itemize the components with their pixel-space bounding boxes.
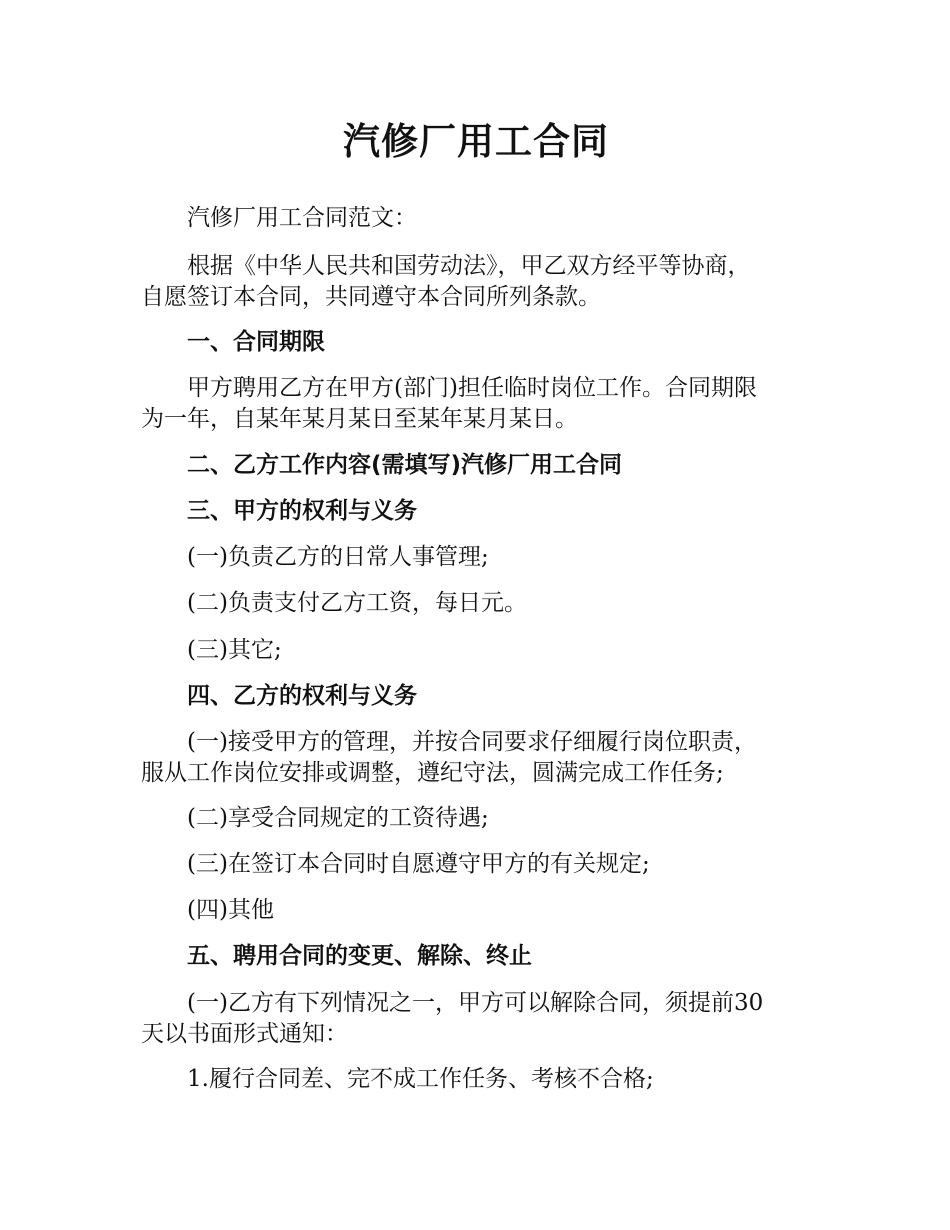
- paragraph-intro: [141, 203, 811, 234]
- heading-line: 四、乙方的权利与义务: [187, 683, 417, 709]
- paragraph-line: 为一年，自某年某月某日至某年某月某日。: [141, 406, 578, 432]
- paragraph-line: 甲方聘用乙方在甲方(部门)担任临时岗位工作。合同期限: [187, 375, 757, 401]
- paragraph-line: (四)其他: [187, 897, 274, 923]
- paragraph-line: 自愿签订本合同，共同遵守本合同所列条款。: [141, 284, 601, 310]
- list-item: [141, 1064, 811, 1095]
- paragraph-line: (一)乙方有下列情况之一，甲方可以解除合同，须提前30: [187, 990, 764, 1016]
- section-heading-party-a: [141, 496, 811, 527]
- section-heading-change: [141, 941, 811, 972]
- paragraph-term: [141, 373, 811, 435]
- paragraph-line: (二)享受合同规定的工资待遇;: [187, 805, 489, 831]
- paragraph-line: 根据《中华人民共和国劳动法》，甲乙双方经平等协商，: [187, 253, 751, 279]
- heading-line: 三、甲方的权利与义务: [187, 498, 417, 524]
- list-item: [141, 727, 811, 789]
- paragraph-line: 1.履行合同差、完不成工作任务、考核不合格;: [187, 1066, 654, 1092]
- section-heading-party-b: [141, 681, 811, 712]
- paragraph-line: (一)接受甲方的管理，并按合同要求仔细履行岗位职责，: [187, 729, 757, 755]
- document-title: 汽修厂用工合同: [343, 120, 609, 163]
- list-item: [141, 542, 811, 573]
- heading-line: 二、乙方工作内容(需填写)汽修厂用工合同: [187, 452, 623, 478]
- heading-line: 一、合同期限: [187, 329, 325, 355]
- paragraph-line: (一)负责乙方的日常人事管理;: [187, 544, 489, 570]
- list-item: [141, 588, 811, 619]
- paragraph-line: (三)其它;: [187, 637, 282, 663]
- section-heading-term: [141, 327, 811, 358]
- heading-line: 五、聘用合同的变更、解除、终止: [187, 943, 532, 969]
- paragraph-line: 服从工作岗位安排或调整，遵纪守法，圆满完成工作任务;: [141, 760, 724, 786]
- list-item: [141, 895, 811, 926]
- list-item: [141, 803, 811, 834]
- list-item: [141, 849, 811, 880]
- list-item: [141, 635, 811, 666]
- list-item: [141, 988, 811, 1050]
- paragraph-line: 汽修厂用工合同范文：: [187, 205, 417, 231]
- paragraph-line: (三)在签订本合同时自愿遵守甲方的有关规定;: [187, 851, 650, 877]
- section-heading-work: [141, 450, 811, 481]
- paragraph-line: (二)负责支付乙方工资，每日元。: [187, 590, 527, 616]
- paragraph-preamble: [141, 251, 811, 313]
- paragraph-line: 天以书面形式通知：: [141, 1021, 348, 1047]
